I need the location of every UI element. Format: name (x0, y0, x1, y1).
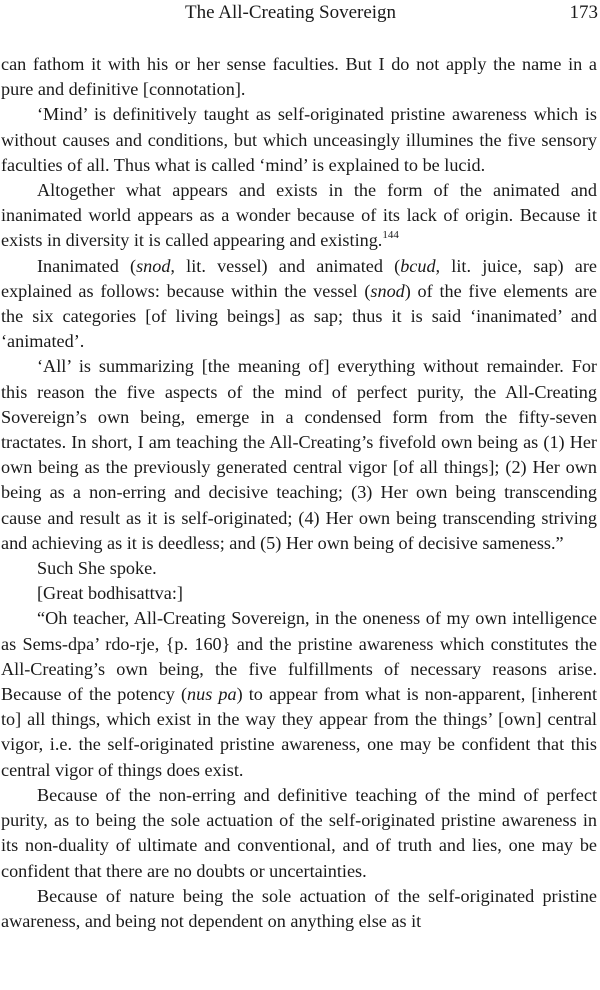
paragraph-1: can fathom it with his or her sense faculties. But I do not apply the name in a pure and definitive [connotation]. (1, 54, 597, 100)
running-title: The All-Creating Sovereign (185, 2, 397, 23)
paragraph-4-text-a: Inanimated ( (37, 255, 137, 276)
page-number: 173 (569, 2, 598, 23)
paragraph-4-text-b: lit. vessel) and animated ( (174, 255, 401, 276)
paragraph-4-text-c: lit. juice, sap) are explained as follows: because within the vessel ( (1, 255, 598, 301)
paragraph-8 (1, 606, 597, 782)
term-bcud: bcud, (400, 255, 441, 276)
term-nus-pa: nus pa (187, 684, 237, 705)
paragraph-6: Such She spoke. (37, 558, 157, 579)
body-text (1, 52, 597, 934)
paragraph-7: [Great bodhisattva:] (37, 583, 183, 604)
paragraph-2: ‘Mind’ is definitively taught as self-originated pristine awareness which is without causes and conditions, but which unceasingly illumines the five sensory faculties of all. Thus what is called ‘mind’ is explained to be lucid. (1, 104, 597, 175)
paragraph-4 (1, 254, 597, 355)
paragraph-8-text-b: ) to appear from what is non-apparent, [inherent to] all things, which exist in the way they appear from the things’ [own] central vigor, i.e. the self-originated pristine awareness, one may be confident that this central vigor of things does exist. (1, 684, 597, 780)
running-header (0, 0, 600, 26)
paragraph-8-text-a: “Oh teacher, All-Creating Sovereign, in the oneness of my own intelligence as Sems-dpa’ rdo-rje, {p. 160} and the pristine awareness which constitutes the All-Creating’s own being, the five fulfillments of necessary reasons arise. Because of the potency ( (1, 608, 597, 705)
term-snod: snod, (136, 255, 175, 276)
paragraph-5: ‘All’ is summarizing [the meaning of] everything without remainder. For this reason the five aspects of the mind of perfect purity, the All-Creating Sovereign’s own being, emerge in a condensed form from the fifty-seven tractates. In short, I am teaching the All-Creating’s fivefold own being as (1) Her own being as the previously generated central vigor [of all things]; (2) Her own being as a non-erring and decisive teaching; (3) Her own being transcending cause and result as it is self-originated; (4) Her own being transcending striving and achieving as it is deedless; and (5) Her own being of decisive sameness.” (1, 356, 597, 553)
paragraph-4-text-d: ) of the five elements are the six categories [of living beings] as sap; thus it is said ‘inanimated’ and ‘animated’. (1, 280, 598, 352)
paragraph-3 (1, 178, 597, 254)
paragraph-9: Because of the non-erring and definitive teaching of the mind of perfect purity, as to being the sole actuation of the self-originated pristine awareness in its non-duality of ultimate and conventional, and of truth and lies, one may be confident that there are no doubts or uncertainties. (1, 784, 597, 881)
term-snod-2: snod (370, 280, 405, 301)
paragraph-10: Because of nature being the sole actuation of the self-originated pristine awareness, and being not dependent on anything else as it (1, 885, 597, 931)
footnote-marker: 144 (382, 229, 399, 242)
paragraph-3-text: Altogether what appears and exists in the form of the animated and inanimated world appears as a wonder because of its lack of origin. Because it exists in diversity it is called appearing and existing. (1, 180, 597, 251)
